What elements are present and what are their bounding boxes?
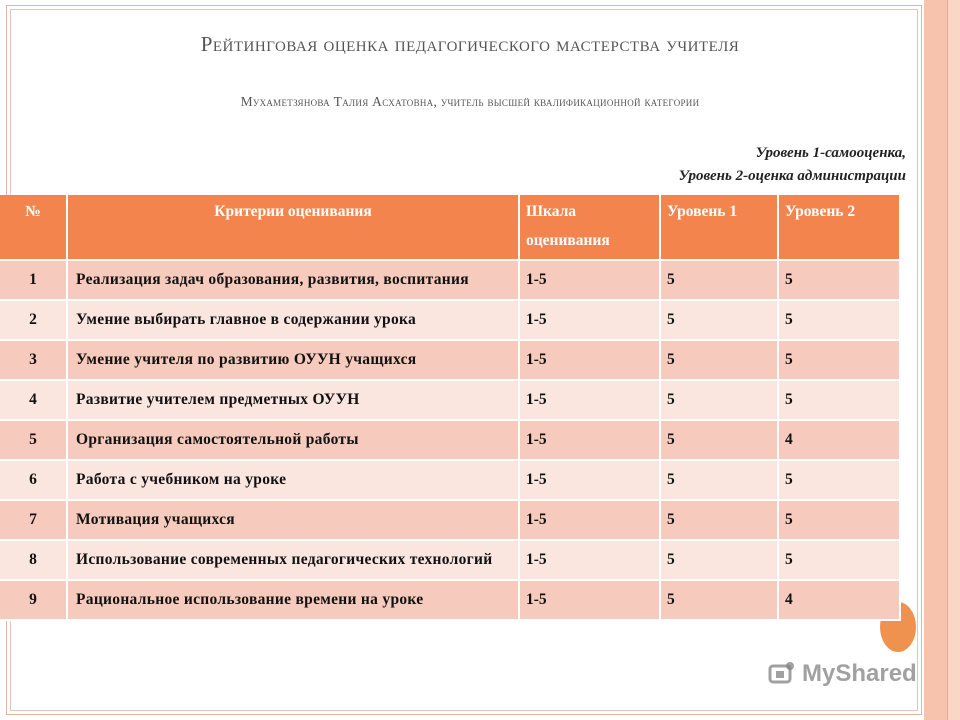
row-scale: 1-5 [519, 460, 660, 500]
myshared-logo-icon [768, 660, 796, 688]
table-row [0, 500, 900, 540]
row-level2: 5 [778, 460, 900, 500]
row-scale: 1-5 [519, 340, 660, 380]
watermark-text: MyShared [802, 660, 917, 687]
row-criteria: Организация самостоятельной работы [67, 420, 519, 460]
row-num: 8 [0, 540, 67, 580]
row-level1: 5 [660, 300, 778, 340]
level2-legend: Уровень 2-оценка администрации [678, 168, 906, 184]
row-level2: 4 [778, 580, 900, 620]
row-level2: 5 [778, 340, 900, 380]
header-num: № [0, 195, 67, 260]
table-row [0, 420, 900, 460]
table-row [0, 540, 900, 580]
row-criteria: Рациональное использование времени на уроке [67, 580, 519, 620]
row-num: 2 [0, 300, 67, 340]
page-title: Рейтинговая оценка педагогического мастерства учителя [200, 32, 740, 56]
row-level1: 5 [660, 380, 778, 420]
table-row [0, 380, 900, 420]
row-scale: 1-5 [519, 540, 660, 580]
row-criteria: Работа с учебником на уроке [67, 460, 519, 500]
row-level2: 5 [778, 500, 900, 540]
row-level1: 5 [660, 460, 778, 500]
header-level1: Уровень 1 [660, 195, 778, 260]
row-level1: 5 [660, 540, 778, 580]
rating-table [0, 195, 901, 621]
table-row [0, 300, 900, 340]
table-row [0, 580, 900, 620]
side-decor-line [947, 0, 960, 720]
row-level2: 5 [778, 300, 900, 340]
table-header-row [0, 195, 900, 260]
row-num: 3 [0, 340, 67, 380]
row-scale: 1-5 [519, 500, 660, 540]
row-level2: 4 [778, 420, 900, 460]
levels-legend [679, 142, 906, 188]
row-scale: 1-5 [519, 420, 660, 460]
row-criteria: Развитие учителем предметных ОУУН [67, 380, 519, 420]
header-scale: Шкала оценивания [519, 195, 660, 260]
row-num: 4 [0, 380, 67, 420]
row-level2: 5 [778, 260, 900, 300]
table-row [0, 340, 900, 380]
row-criteria: Реализация задач образования, развития, воспитания [67, 260, 519, 300]
row-num: 9 [0, 580, 67, 620]
row-num: 7 [0, 500, 67, 540]
row-level2: 5 [778, 380, 900, 420]
level1-legend: Уровень 1-самооценка, [755, 145, 906, 161]
row-num: 6 [0, 460, 67, 500]
row-level1: 5 [660, 260, 778, 300]
row-criteria: Использование современных педагогических технологий [67, 540, 519, 580]
page-subtitle: Мухаметзянова Талия Асхатовна, учитель высшей квалификационной категории [240, 94, 700, 109]
row-level1: 5 [660, 500, 778, 540]
row-scale: 1-5 [519, 380, 660, 420]
watermark [768, 655, 917, 693]
row-num: 5 [0, 420, 67, 460]
header-level2: Уровень 2 [778, 195, 900, 260]
table-row [0, 460, 900, 500]
header-criteria: Критерии оценивания [67, 195, 519, 260]
row-criteria: Умение учителя по развитию ОУУН учащихся [67, 340, 519, 380]
row-scale: 1-5 [519, 260, 660, 300]
row-num: 1 [0, 260, 67, 300]
row-level1: 5 [660, 420, 778, 460]
row-criteria: Умение выбирать главное в содержании урока [67, 300, 519, 340]
row-scale: 1-5 [519, 580, 660, 620]
row-level1: 5 [660, 580, 778, 620]
row-scale: 1-5 [519, 300, 660, 340]
row-criteria: Мотивация учащихся [67, 500, 519, 540]
row-level1: 5 [660, 340, 778, 380]
table-row [0, 260, 900, 300]
row-level2: 5 [778, 540, 900, 580]
